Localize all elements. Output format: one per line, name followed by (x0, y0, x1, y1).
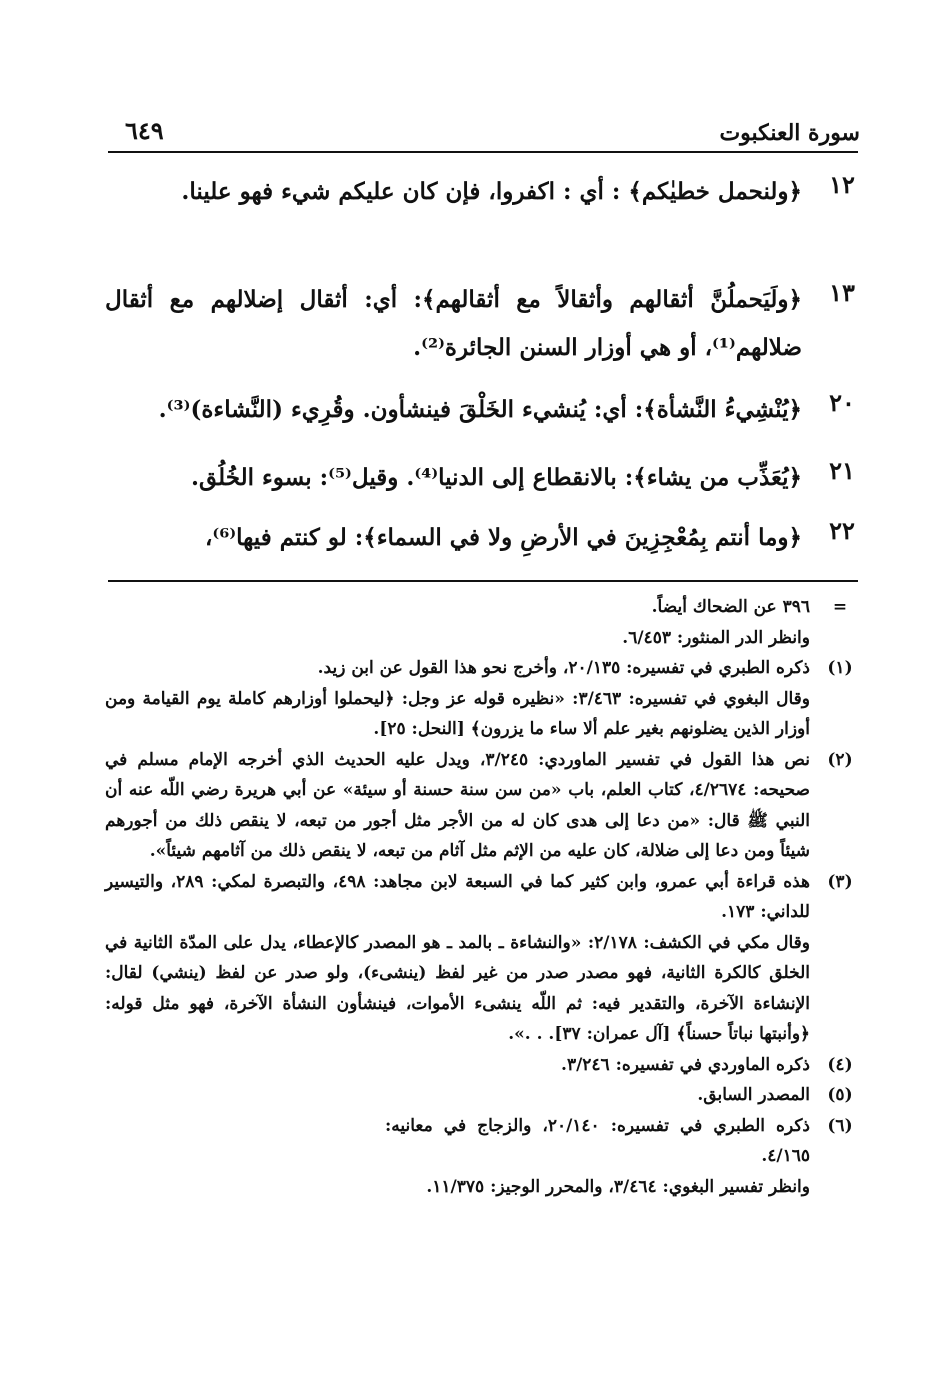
footnote-marker: (٢) (827, 749, 853, 770)
footnote-marker: (١) (827, 658, 853, 678)
verse-commentary: ﴿ولَيَحملُنَّ أثقالهم وأثقالاً مع أثقالهم﴾: أي: أثقال إضلالهم مع أثقال ضلالهم⁽¹⁾، أو هي أوزار السنن الجائرة⁽²⁾. (105, 286, 802, 361)
verse-entry (105, 514, 860, 564)
verse-commentary: ﴿يُعَذِّب من يشاء﴾: بالانقطاع إلى الدنيا⁽⁴⁾. وقيل⁽⁵⁾: بسوء الخُلُق. (190, 464, 802, 491)
footnote-marker: (٤) (827, 1054, 853, 1075)
verse-entries (105, 168, 860, 564)
verse-entry (105, 276, 860, 386)
footnote-marker: (٦) (827, 1115, 853, 1136)
footnote-text: نص هذا القول في تفسير الماوردي: ٣/٢٤٥، ويدل عليه الحديث الذي أخرجه الإمام مسلم في صحيحه: ٤/٢٦٧٤، كتاب العلم، باب «من سن سنة حسنة أو سيئة» عن أبي هريرة رضي اللّه عنه أن النبي ﷺ قال: «من دعا إلى هدى كان له من الأجر مثل أجور من تبعه، لا ينقص ذلك من أجورهم شيئاً ومن دعا إلى ضلالة، كان عليه من الإثم مثل آثام من تبعه، لا ينقص ذلك من آثامهم شيئاً». (105, 749, 810, 861)
verse-number: ٢٢ (829, 516, 855, 545)
verse-entry (105, 454, 860, 514)
verse-commentary: ﴿ولنحمل خطيٰكم﴾ : أي : اكفروا، فإن كان عليكم شيء فهو علينا. (181, 178, 802, 205)
footnote-text: هذه قراءة أبي عمرو، وابن كثير كما في السبعة لابن مجاهد: ٤٩٨، والتبصرة لمكي: ٢٨٩، والتيسير للداني: ١٧٣. (105, 871, 811, 922)
footnote-text: ٣٩٦ عن الضحاك أيضاً. (651, 597, 810, 617)
footnote-marker: = (832, 597, 848, 617)
footnote-text: المصدر السابق. (697, 1085, 810, 1105)
footnote-marker: (٣) (827, 871, 853, 892)
footnote-text: ذكره الطبري في تفسيره: ٢٠/١٤٠، والزجاج في معانيه: ٤/١٦٥. (385, 1115, 810, 1166)
header-rule (108, 151, 858, 153)
running-header (105, 112, 860, 152)
footnotes (105, 592, 860, 1202)
footnote-text: وانظر تفسير البغوي: ٣/٤٦٤، والمحرر الوجيز: ١١/٣٧٥. (426, 1176, 810, 1197)
footnote (105, 592, 860, 653)
verse-commentary: ﴿وما أنتم بِمُعْجِزِينَ في الأرضِ ولا في السماء﴾: لو كنتم فيها⁽⁶⁾، (204, 524, 802, 551)
verse-number: ١٢ (829, 170, 855, 199)
footnote-text: ذكره الطبري في تفسيره: ٢٠/١٣٥، وأخرج نحو هذا القول عن ابن زيد. (317, 658, 810, 678)
footnote-separator (108, 580, 858, 582)
footnote (105, 867, 860, 1050)
footnote (105, 745, 860, 867)
footnote-text: ذكره الماوردي في تفسيره: ٣/٢٤٦. (561, 1054, 810, 1075)
verse-number: ٢٠ (829, 388, 855, 417)
verse-number: ٢١ (829, 456, 855, 485)
verse-commentary: ﴿يُنْشِيءُ النَّشأة﴾: أي: يُنشيء الخَلْقَ فينشأون. وقُرِيء (النَّشاءة)⁽³⁾. (158, 396, 802, 423)
footnote-text: وانظر الدر المنثور: ٦/٤٥٣. (622, 627, 810, 648)
footnote-marker: (٥) (827, 1085, 853, 1105)
verse-entry (105, 168, 860, 276)
footnote-text: وقال مكي في الكشف: ٢/١٧٨: «والنشاءة ـ بالمد ـ هو المصدر كالإعطاء، يدل على المدّة الثانية في الخلق كالكرة الثانية، فهو مصدر صدر من غير لفظ (ينشىء)، ولو صدر عن لفظ (ينشي) لقال: الإنشاءة الآخرة، والتقدير فيه: ثم اللّه ينشىء الأموات، فينشأون النشأة الآخرة، فهو مثل قوله: ﴿وأنبتها نباتاً حسناً﴾ [آل عمران: ٣٧]. . .». (105, 932, 811, 1044)
footnote-text: وقال البغوي في تفسيره: ٣/٤٦٣: «نظيره قوله عز وجل: ﴿ليحملوا أوزارهم كاملة يوم القيامة ومن أوزار الذين يضلونهم بغير علم ألا ساء ما يزرون﴾ [النحل: ٢٥]. (105, 688, 810, 739)
surah-title: سورة العنكبوت (719, 120, 860, 146)
page-number: ٦٤٩ (125, 116, 164, 145)
footnote (105, 1111, 860, 1203)
footnote (105, 653, 860, 745)
verse-entry (105, 386, 860, 454)
verse-number: ١٣ (829, 278, 855, 307)
footnote (105, 1080, 860, 1111)
footnote (105, 1050, 860, 1081)
